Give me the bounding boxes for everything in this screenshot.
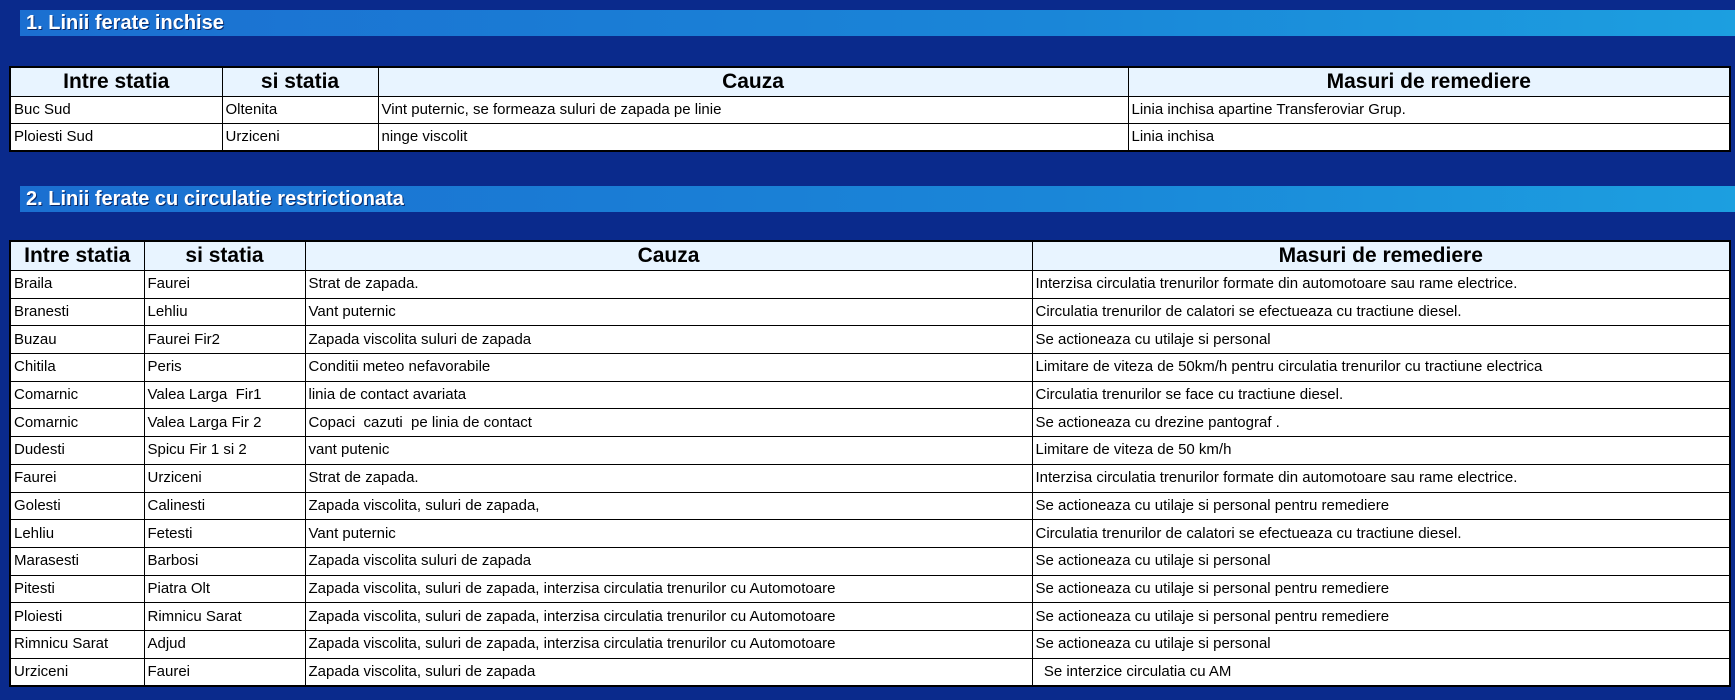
cell-to-station: Fetesti — [144, 520, 305, 548]
cell-cause: ninge viscolit — [378, 124, 1128, 152]
col-header-to-station: si statia — [222, 67, 378, 97]
cell-remedy: Circulatia trenurilor se face cu tractiune diesel. — [1032, 381, 1730, 409]
cell-from-station: Pitesti — [10, 575, 144, 603]
table-row — [10, 603, 1730, 631]
cell-to-station: Piatra Olt — [144, 575, 305, 603]
cell-cause: Vant puternic — [305, 520, 1032, 548]
table-row — [10, 354, 1730, 382]
restricted-lines-body — [10, 271, 1730, 687]
cell-remedy: Se actioneaza cu utilaje si personal — [1032, 630, 1730, 658]
cell-remedy: Se actioneaza cu drezine pantograf . — [1032, 409, 1730, 437]
table-row — [10, 630, 1730, 658]
cell-to-station: Peris — [144, 354, 305, 382]
cell-from-station: Buc Sud — [10, 97, 222, 124]
cell-from-station: Lehliu — [10, 520, 144, 548]
cell-from-station: Faurei — [10, 464, 144, 492]
col-header-from-station: Intre statia — [10, 67, 222, 97]
cell-from-station: Comarnic — [10, 381, 144, 409]
cell-from-station: Ploiesti — [10, 603, 144, 631]
cell-from-station: Branesti — [10, 298, 144, 326]
cell-from-station: Dudesti — [10, 437, 144, 465]
col-header-to-station: si statia — [144, 241, 305, 271]
table-row — [10, 298, 1730, 326]
cell-remedy: Linia inchisa — [1128, 124, 1730, 152]
cell-cause: Zapada viscolita, suluri de zapada — [305, 658, 1032, 686]
cell-cause: linia de contact avariata — [305, 381, 1032, 409]
col-header-cause: Cauza — [378, 67, 1128, 97]
cell-remedy: Se actioneaza cu utilaje si personal pentru remediere — [1032, 492, 1730, 520]
cell-cause: Conditii meteo nefavorabile — [305, 354, 1032, 382]
cell-to-station: Rimnicu Sarat — [144, 603, 305, 631]
cell-remedy: Se actioneaza cu utilaje si personal — [1032, 326, 1730, 354]
cell-from-station: Urziceni — [10, 658, 144, 686]
cell-remedy: Circulatia trenurilor de calatori se efectueaza cu tractiune diesel. — [1032, 520, 1730, 548]
col-header-remedy: Masuri de remediere — [1032, 241, 1730, 271]
cell-from-station: Braila — [10, 271, 144, 299]
table-row — [10, 409, 1730, 437]
table-row — [10, 575, 1730, 603]
cell-from-station: Comarnic — [10, 409, 144, 437]
section2-title: 2. Linii ferate cu circulatie restrictionata — [20, 186, 1735, 212]
cell-cause: vant putenic — [305, 437, 1032, 465]
cell-cause: Vint puternic, se formeaza suluri de zapada pe linie — [378, 97, 1128, 124]
cell-remedy: Se actioneaza cu utilaje si personal pentru remediere — [1032, 603, 1730, 631]
cell-to-station: Faurei — [144, 271, 305, 299]
cell-to-station: Urziceni — [144, 464, 305, 492]
table-row — [10, 464, 1730, 492]
table-row — [10, 124, 1730, 152]
cell-to-station: Faurei — [144, 658, 305, 686]
restricted-lines-table — [9, 240, 1731, 687]
cell-to-station: Valea Larga Fir1 — [144, 381, 305, 409]
cell-remedy: Limitare de viteza de 50 km/h — [1032, 437, 1730, 465]
cell-to-station: Adjud — [144, 630, 305, 658]
cell-from-station: Ploiesti Sud — [10, 124, 222, 152]
cell-remedy: Se interzice circulatia cu AM — [1032, 658, 1730, 686]
cell-to-station: Oltenita — [222, 97, 378, 124]
cell-from-station: Marasesti — [10, 547, 144, 575]
cell-cause: Strat de zapada. — [305, 271, 1032, 299]
table-row — [10, 97, 1730, 124]
cell-cause: Copaci cazuti pe linia de contact — [305, 409, 1032, 437]
cell-cause: Strat de zapada. — [305, 464, 1032, 492]
col-header-from-station: Intre statia — [10, 241, 144, 271]
cell-remedy: Interzisa circulatia trenurilor formate din automotoare sau rame electrice. — [1032, 271, 1730, 299]
cell-from-station: Chitila — [10, 354, 144, 382]
cell-cause: Vant puternic — [305, 298, 1032, 326]
closed-lines-body — [10, 97, 1730, 152]
col-header-remedy: Masuri de remediere — [1128, 67, 1730, 97]
cell-to-station: Barbosi — [144, 547, 305, 575]
closed-lines-table — [9, 66, 1731, 152]
cell-cause: Zapada viscolita, suluri de zapada, interzisa circulatia trenurilor cu Automotoare — [305, 575, 1032, 603]
cell-remedy: Limitare de viteza de 50km/h pentru circulatia trenurilor cu tractiune electrica — [1032, 354, 1730, 382]
table-row — [10, 492, 1730, 520]
cell-from-station: Buzau — [10, 326, 144, 354]
table-row — [10, 547, 1730, 575]
cell-cause: Zapada viscolita suluri de zapada — [305, 547, 1032, 575]
cell-to-station: Faurei Fir2 — [144, 326, 305, 354]
table-row — [10, 437, 1730, 465]
cell-to-station: Spicu Fir 1 si 2 — [144, 437, 305, 465]
table-header-row — [10, 67, 1730, 97]
cell-to-station: Calinesti — [144, 492, 305, 520]
col-header-cause: Cauza — [305, 241, 1032, 271]
cell-to-station: Urziceni — [222, 124, 378, 152]
cell-to-station: Lehliu — [144, 298, 305, 326]
cell-remedy: Se actioneaza cu utilaje si personal — [1032, 547, 1730, 575]
cell-cause: Zapada viscolita, suluri de zapada, interzisa circulatia trenurilor cu Automotoare — [305, 630, 1032, 658]
table-header-row — [10, 241, 1730, 271]
cell-cause: Zapada viscolita suluri de zapada — [305, 326, 1032, 354]
cell-remedy: Interzisa circulatia trenurilor formate din automotoare sau rame electrice. — [1032, 464, 1730, 492]
table-row — [10, 271, 1730, 299]
cell-cause: Zapada viscolita, suluri de zapada, interzisa circulatia trenurilor cu Automotoare — [305, 603, 1032, 631]
cell-cause: Zapada viscolita, suluri de zapada, — [305, 492, 1032, 520]
cell-from-station: Golesti — [10, 492, 144, 520]
cell-remedy: Se actioneaza cu utilaje si personal pentru remediere — [1032, 575, 1730, 603]
table-row — [10, 381, 1730, 409]
cell-to-station: Valea Larga Fir 2 — [144, 409, 305, 437]
cell-remedy: Circulatia trenurilor de calatori se efectueaza cu tractiune diesel. — [1032, 298, 1730, 326]
cell-remedy: Linia inchisa apartine Transferoviar Grup. — [1128, 97, 1730, 124]
cell-from-station: Rimnicu Sarat — [10, 630, 144, 658]
table-row — [10, 326, 1730, 354]
table-row — [10, 658, 1730, 686]
section1-title: 1. Linii ferate inchise — [20, 10, 1735, 36]
table-row — [10, 520, 1730, 548]
